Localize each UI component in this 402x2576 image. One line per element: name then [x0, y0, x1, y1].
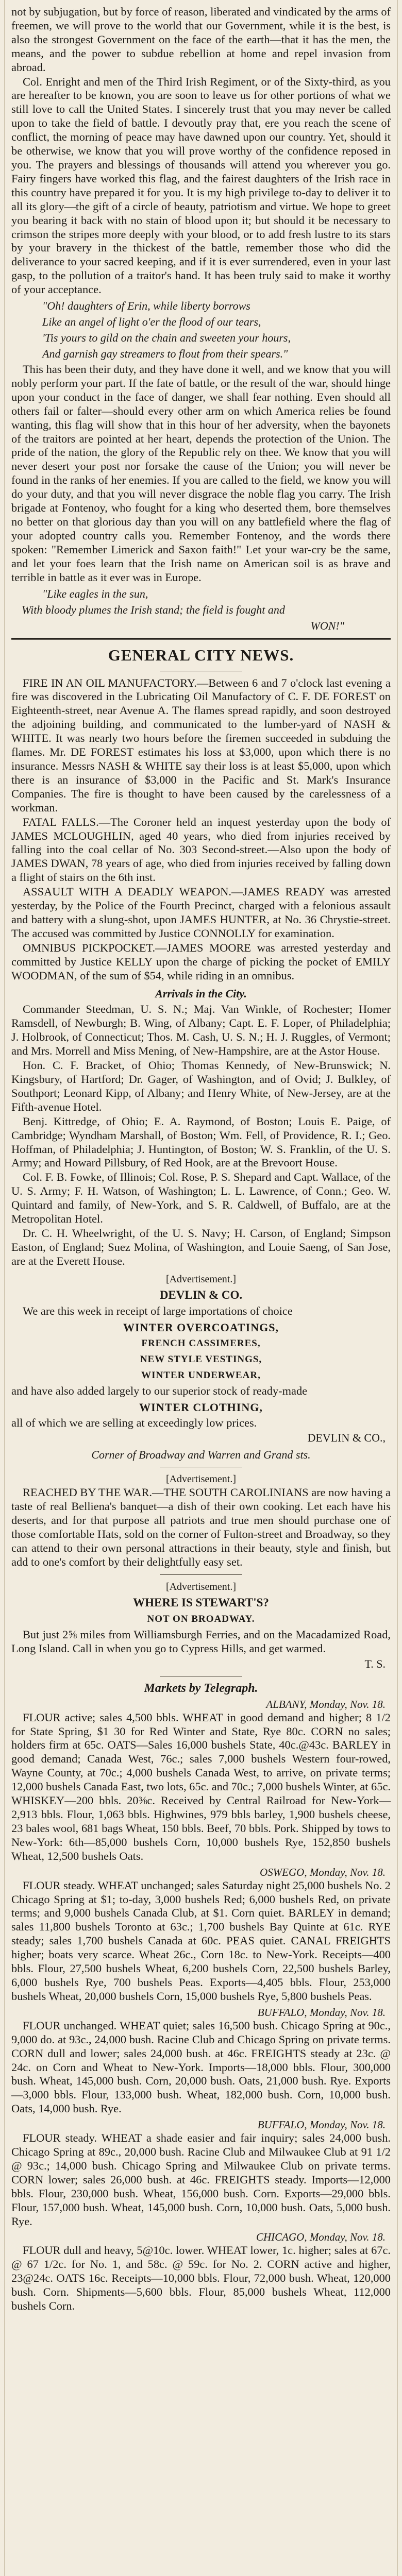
news-item: FIRE IN AN OIL MANUFACTORY.—Between 6 and 7 o'clock last evening a fire was discovered in the Lubricating Oil Manufactory of C. F. DE FOREST on Eighteenth-street, near Avenue A. The flames spread rapidly, and soon destroyed the adjoining building, and communicated to the lumber-yard of NASH & WHITE. It was nearly two hours before the firemen succeeded in subduing the flames. Mr. DE FOREST estimates his loss at $3,000, upon which there is no insurance. Messrs NASH & WHITE say their loss is at least $5,000, upon which there is an insurance of $3,000 in the Pacific and St. Mark's Insurance Companies. The fire is thought to have been caused by the carelessness of a workman.: [11, 676, 391, 814]
left-margin-rule: [4, 0, 5, 2576]
ad-text: But just 2⅝ miles from Williamsburgh Ferries, and on the Macadamized Road, Long Island. Call in when you go to Cypress Hills, and get warmed.: [11, 1628, 391, 1655]
market-dateline: BUFFALO, Monday, Nov. 18.: [257, 2006, 386, 2019]
ad-text: REACHED BY THE WAR.—THE SOUTH CAROLINIANS are now having a taste of real Belliena's banquet—a dish of their own cooking. Let each have his deserts, and for that purpose all patriots and true men should purchase one of those comfortable Hats, sold on the corner of Fulton-street and Broadway, so they can attend to their own personal attractions in their beauty, style and finish, but add to one's comfort by their delightfully easy set.: [11, 1486, 391, 1568]
verse-line: WON!": [310, 619, 344, 632]
arrivals-item: Hon. C. F. Bracket, of Ohio; Thomas Kennedy, of New-Brunswick; N. Kingsbury, of Hartford; Dr. Gager, of Washington, and of Ovid; J. Bulkley, of Southport; Leonard Kipp, of Albany; and Henry White, of New-Jersey, are at the Fifth-avenue Hotel.: [11, 1059, 391, 1113]
advertisement-tag: [Advertisement.]: [165, 1273, 237, 1285]
verse-line: "Oh! daughters of Erin, while liberty borrows: [42, 299, 250, 313]
market-report: FLOUR unchanged. WHEAT quiet; sales 16,500 bush. Chicago Spring at 90c., 9,000 do. at 93c., 24,000 bush. Racine Club and Chicago Spring on private terms. CORN dull and lower; sales 24,000 bush. at 46c. FREIGHTS steady at 23c. @ 24c. on Corn and Wheat to New-York. Imports—18,000 bbls. Flour, 300,000 bush. Wheat, 145,000 bush. Corn, 20,000 bush. Oats, 21,000 bush. Rye. Exports—3,000 bbls. Flour, 133,000 bush. Wheat, 182,000 bush. Corn, 10,000 bush. Oats, 14,000 bush. Rye.: [11, 2019, 391, 2115]
ad-line: all of which we are selling at exceedingly low prices.: [11, 1416, 257, 1429]
arrivals-item: Col. F. B. Fowke, of Illinois; Col. Rose, P. S. Shepard and Capt. Wallace, of the U. S. Army; F. H. Watson, of Washington; L. L. Lawrence, of Conn.; Geo. W. Quintard and family, of New-York, and S. R. Caldwell, of Buffalo, are at the Metropolitan Hotel.: [11, 1171, 391, 1226]
market-dateline: ALBANY, Monday, Nov. 18.: [266, 1698, 386, 1710]
advertisement-tag: [Advertisement.]: [165, 1581, 237, 1592]
speech-paragraph: This has been their duty, and they have done it well, and we know that you will nobly perform your part. If the fate of battle, or the result of the war, should hinge upon your conduct in the face of danger, we shall fear nothing. Even should all others fail or falter—should every other arm on which America relies be found wanting, this flag will show that in this hour of her adversity, when the bayonets of the traitors are pointed at her heart, depends the protection of the Union. The pride of the nation, the glory of the Republic rely on thee. We know that you will never desert your post nor forsake the cause of the Union; you will never be found in the ranks of her enemies. If you are called to the field, we know you will do your duty, and that you will never disgrace the noble flag you carry. The Irish brigade at Fontenoy, who fought for a king who deserted them, bore themselves no better on that glorious day than you will on any battlefield where the flag of your adopted country calls you. Remember Fontenoy, and the words there spoken: "Remember Limerick and Saxon faith!" Let your war-cry be the same, and let your foes learn that the Irish name on American soil is as brave and terrible in battle as it ever was in Europe.: [11, 363, 391, 584]
market-dateline: CHICAGO, Monday, Nov. 18.: [256, 2231, 386, 2244]
ad-line: WINTER UNDERWEAR,: [141, 1369, 261, 1381]
verse-line: Like an angel of light o'er the flood of our tears,: [42, 315, 261, 329]
ad-line: and have also added largely to our superior stock of ready-made: [11, 1384, 308, 1397]
market-dateline: OSWEGO, Monday, Nov. 18.: [260, 1866, 386, 1878]
ad-signature: T. S.: [364, 1657, 386, 1670]
ad-title: DEVLIN & CO.: [159, 1288, 243, 1301]
markets-heading: Markets by Telegraph.: [144, 1681, 258, 1695]
verse-line: And garnish gay streamers to flout from their spears.": [42, 347, 288, 361]
ad-subtitle: NOT ON BROADWAY.: [147, 1613, 255, 1624]
right-margin-rule: [397, 0, 398, 2576]
arrivals-heading: Arrivals in the City.: [155, 987, 247, 1001]
speech-paragraph: Col. Enright and men of the Third Irish Regiment, or of the Sixty-third, as you are hereafter to be known, you are soon to leave us for other portions of what we still love to call the United States. I sincerely trust that you may never be called upon to take the field of battle. I devoutly pray that, ere you reach the scene of conflict, the morning of peace may have dawned upon our country. Yet, should it be otherwise, we know that you will prove worthy of the confidence reposed in you. The prayers and blessings of thousands will attend you wherever you go. Fairy fingers have worked this flag, and the fairest daughters of the Irish race in this country have prepared it for you. It is my high privilege to-day to deliver it to all its glory—the gift of a circle of beauty, patriotism and virtue. We hope to greet you bearing it back with no stain of blood upon it; but should it be necessary to crimson the stripes more deeply with your blood, or to add fresh lustre to its stars by your bravery in the thickest of the battle, remember those who did the deliverance to your sacred keeping, and if it is ever surrendered, even in your last gasp, to the pollution of a traitor's hand. It has been truly said to make it worthy of your acceptance.: [11, 75, 391, 296]
ad-divider: [160, 1574, 242, 1575]
verse-erin: [11, 299, 391, 361]
arrivals-item: Commander Steedman, U. S. N.; Maj. Van Winkle, of Rochester; Homer Ramsdell, of Newburgh; B. Wing, of Albany; Capt. E. F. Loper, of Philadelphia; J. Holbrook, of Connecticut; Thos. M. Cash, U. S. N.; H. J. Ruggles, of Vermont; and Mrs. Morrell and Miss Mening, of New-Hampshire, are at the Astor House.: [11, 1003, 391, 1058]
ad-signature: DEVLIN & CO.,: [307, 1431, 386, 1445]
ad-line: FRENCH CASSIMERES,: [141, 1337, 261, 1349]
arrivals-item: Benj. Kittredge, of Ohio; E. A. Raymond, of Boston; Louis E. Paige, of Cambridge; Wyndham Marshall, of Boston; Wm. Fell, of Providence, R. I.; Geo. Hoffman, of Philadelphia; J. Huntington, of Boston; W. S. Franklin, of the U. S. Army; and Howard Pillsbury, of Red Hook, are at the Brevoort House.: [11, 1114, 391, 1170]
speech-paragraph: not by subjugation, but by force of reason, liberated and vindicated by the arms of freemen, we will prove to the world that our Government, while it is the best, is also the strongest Government on the face of the earth—that it has the men, the means, and the power to subdue rebellion at home and repel invasion from abroad.: [11, 5, 391, 74]
news-item: OMNIBUS PICKPOCKET.—JAMES MOORE was arrested yesterday and committed by Justice KELLY upon the charge of picking the pocket of EMILY WOODMAN, of the sum of $54, while riding in an omnibus.: [11, 941, 391, 982]
verse-line: "Like eagles in the sun,: [42, 587, 148, 600]
news-item: ASSAULT WITH A DEADLY WEAPON.—JAMES READY was arrested yesterday, by the Police of the Fourth Precinct, charged with a felonious assault and battery with a slung-shot, upon JAMES HUNTER, at No. 36 Chrystie-street. The accused was committed by Justice CONNOLLY for examination.: [11, 885, 391, 940]
market-report: FLOUR active; sales 4,500 bbls. WHEAT in good demand and higher; 8 1/2 for State Spring, $1 30 for Red Winter and State, Rye 80c. CORN no sales; holders firm at 65c. OATS—Sales 16,000 bushels State, 40c.@43c. BARLEY in good demand; Canada West, 76c.; sales 7,000 bushels Western four-rowed, Wayne County, at 70c.; 4,000 bushels Canada West, to arrive, on private terms; 12,000 bushels Canada East, two lots, 65c. and 70c.; 7,000 bushels Winter, at 65c. WHISKEY—200 bbls. 20⅜c. Received by Central Railroad for New-York—2,913 bbls. Flour, 1,063 bbls. Highwines, 979 bbls barley, 1,900 bushels cheese, 23 bales wool, 681 bags Wheat, 150 bbls. Beef, 70 bbls. Pork. Shipped by tows to New-York: 6th—85,000 bushels Corn, 10,000 bushels Rye, 152,850 bushels Wheat, 12,500 bushels Oats.: [11, 1710, 391, 1862]
ad-line: NEW STYLE VESTINGS,: [140, 1353, 262, 1365]
ad-line: WINTER CLOTHING,: [139, 1400, 263, 1414]
ad-intro: We are this week in receipt of large importations of choice: [23, 1304, 293, 1317]
verse-line: 'Tis yours to gild on the chain and sweeten your hours,: [42, 331, 291, 345]
advertisement-tag: [Advertisement.]: [165, 1473, 237, 1485]
arrivals-item: Dr. C. H. Wheelwright, of the U. S. Navy; H. Carson, of England; Simpson Easton, of England; Suez Molina, of Washington, and Louie Saeng, of San Jose, are at the Everett House.: [11, 1226, 391, 1267]
market-report: FLOUR steady. WHEAT unchanged; sales Saturday night 25,000 bushels No. 2 Chicago Spring at $1; to-day, 3,000 bushels Red; 6,000 bushels Red, on private terms; and 9,000 bushels Canada Club, at $1. Corn quiet. BARLEY in demand; sales 11,800 bushels Toronto at 63c.; 1,700 bushels Bay Quinte at 61c. RYE steady; sales 1,700 bushels Canada at 60c. PEAS quiet. CANAL FREIGHTS higher; boats very scarce. Wheat 26c., Corn 18c. to New-York. Receipts—400 bbls. Flour, 27,500 bushels Wheat, 6,200 bushels Corn, 22,500 bushels Barley, 6,000 bushels Rye, 700 bushels Peas. Exports—4,405 bbls. Flour, 253,000 bushels Wheat, 20,000 bushels Corn, 15,000 bushels Rye, 5,800 bushels Peas.: [11, 1878, 391, 2003]
verse-eagles: [11, 587, 391, 633]
ad-line: WINTER OVERCOATINGS,: [123, 1320, 279, 1334]
market-report: FLOUR steady. WHEAT a shade easier and fair inquiry; sales 24,000 bush. Chicago Spring at 89c., 20,000 bush. Racine Club and Milwaukee Club at 91 1/2 @ 93c.; 14,000 bush. Chicago Spring and Milwaukee Club on private terms. CORN lower; sales 26,000 bush. at 46c. FREIGHTS steady. Imports—12,000 bbls. Flour, 230,000 bush. Wheat, 156,000 bush. Corn. Exports—29,000 bbls. Flour, 157,000 bush. Wheat, 145,000 bush. Corn, 10,000 bush. Oats, 5,000 bush. Rye.: [11, 2131, 391, 2228]
verse-line: With bloody plumes the Irish stand; the field is fought and: [22, 603, 285, 616]
ad-title: WHERE IS STEWART'S?: [133, 1596, 269, 1609]
market-dateline: BUFFALO, Monday, Nov. 18.: [257, 2119, 386, 2131]
city-news-heading: GENERAL CITY NEWS.: [108, 646, 294, 664]
section-divider: [11, 638, 391, 640]
ad-address: Corner of Broadway and Warren and Grand sts.: [91, 1448, 311, 1462]
market-report: FLOUR dull and heavy, 5@10c. lower. WHEAT lower, 1c. higher; sales at 67c. @ 67 1/2c. for No. 1, and 58c. @ 59c. for No. 2. CORN active and higher, 23@24c. OATS 16c. Receipts—10,000 bbls. Flour, 72,000 bush. Wheat, 120,000 bush. Corn. Shipments—5,600 bbls. Flour, 85,000 bushels Wheat, 112,000 bushels Corn.: [11, 2244, 391, 2313]
news-item: FATAL FALLS.—The Coroner held an inquest yesterday upon the body of JAMES MCLOUGHLIN, aged 40 years, who died from injuries received by falling into the coal cellar of No. 303 Second-street.—Also upon the body of JAMES DWAN, 78 years of age, who died from injuries received by falling down a flight of stairs on the 6th inst.: [11, 815, 391, 884]
